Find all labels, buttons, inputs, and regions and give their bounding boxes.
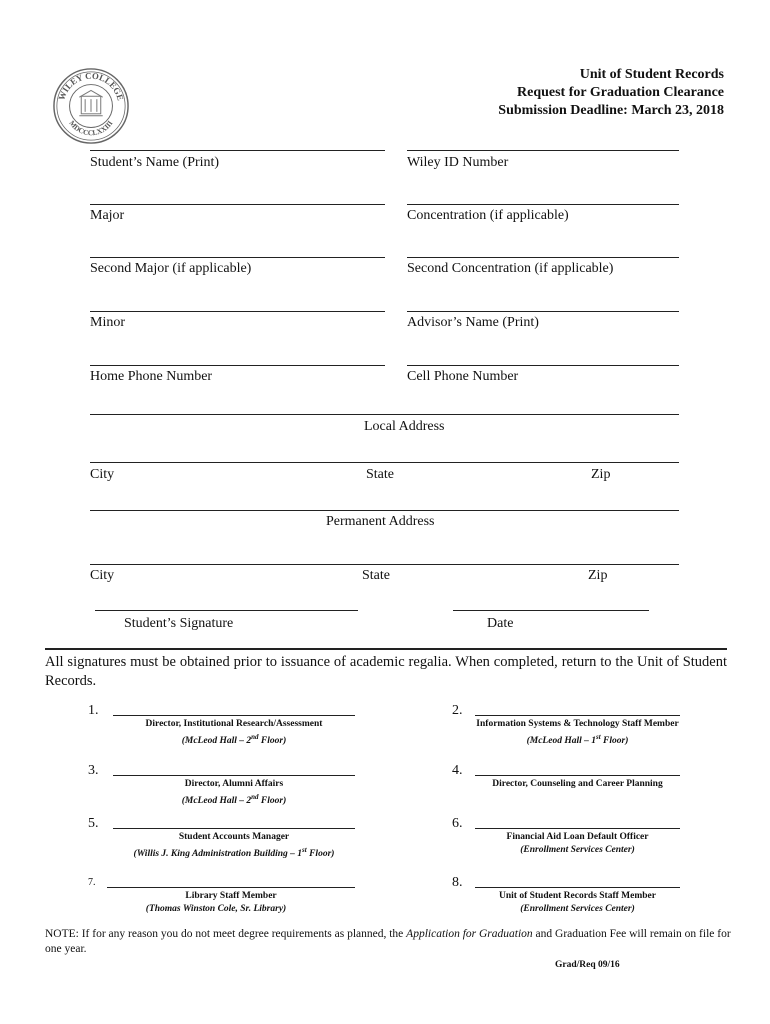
header-subtitle: Request for Graduation Clearance: [517, 85, 724, 100]
signatory-number: 1.: [88, 703, 99, 718]
signatory-number: 3.: [88, 763, 99, 778]
advisor-name-field[interactable]: [407, 311, 679, 312]
permanent-state-label: State: [362, 568, 390, 583]
form-code: Grad/Req 09/16: [555, 960, 620, 970]
second-concentration-label: Second Concentration (if applicable): [407, 261, 614, 276]
svg-text:WILEY COLLEGE: WILEY COLLEGE: [56, 70, 126, 102]
signatory-role: Library Staff Member: [185, 891, 277, 901]
date-label: Date: [487, 616, 514, 631]
signature-line-2[interactable]: [475, 715, 680, 716]
local-zip-label: Zip: [591, 467, 611, 482]
signatory-number: 6.: [452, 816, 463, 831]
section-divider: [45, 648, 727, 650]
signatory-role: Information Systems & Technology Staff Member: [476, 719, 679, 729]
signatory-location: (McLeod Hall – 2nd Floor): [181, 793, 287, 807]
major-field[interactable]: [90, 204, 385, 205]
major-label: Major: [90, 208, 125, 223]
wiley-id-field[interactable]: [407, 150, 679, 151]
signatory-role: Financial Aid Loan Default Officer: [506, 832, 649, 842]
cell-phone-label: Cell Phone Number: [407, 369, 519, 384]
local-address-field[interactable]: [90, 414, 679, 415]
signatory-role: Director, Institutional Research/Assessment: [145, 719, 323, 729]
signatory-role: Director, Alumni Affairs: [184, 779, 284, 789]
second-major-field[interactable]: [90, 257, 385, 258]
signatory-number: 5.: [88, 816, 99, 831]
student-signature-label: Student’s Signature: [124, 616, 234, 631]
student-signature-field[interactable]: [95, 610, 358, 611]
signatory-location: (Thomas Winston Cole, Sr. Library): [145, 904, 287, 914]
local-address-label: Local Address: [364, 419, 445, 434]
signature-line-5[interactable]: [113, 828, 355, 829]
instructions-text: All signatures must be obtained prior to issuance of academic regalia. When completed, return to the Unit of Student Records.: [45, 654, 727, 689]
permanent-zip-label: Zip: [588, 568, 608, 583]
signatory-role: Director, Counseling and Career Planning: [492, 779, 663, 789]
signatory-location: (Enrollment Services Center): [520, 904, 635, 914]
submission-deadline: Submission Deadline: March 23, 2018: [498, 103, 724, 118]
student-name-label: Student’s Name (Print): [90, 155, 220, 170]
concentration-field[interactable]: [407, 204, 679, 205]
second-concentration-field[interactable]: [407, 257, 679, 258]
permanent-city-label: City: [90, 568, 115, 583]
minor-field[interactable]: [90, 311, 385, 312]
student-name-field[interactable]: [90, 150, 385, 151]
minor-label: Minor: [90, 315, 125, 330]
signature-line-7[interactable]: [107, 887, 355, 888]
permanent-city-state-zip-field[interactable]: [90, 564, 679, 565]
advisor-name-label: Advisor’s Name (Print): [407, 315, 539, 330]
signatory-number: 7.: [88, 877, 96, 888]
signatory-location: (McLeod Hall – 1st Floor): [526, 733, 629, 747]
signatory-number: 8.: [452, 875, 463, 890]
wiley-id-label: Wiley ID Number: [407, 155, 509, 170]
signature-line-8[interactable]: [475, 887, 680, 888]
cell-phone-field[interactable]: [407, 365, 679, 366]
local-city-state-zip-field[interactable]: [90, 462, 679, 463]
signatory-number: 2.: [452, 703, 463, 718]
concentration-label: Concentration (if applicable): [407, 208, 569, 223]
date-field[interactable]: [453, 610, 649, 611]
signature-line-6[interactable]: [475, 828, 680, 829]
college-seal-logo: [52, 67, 130, 145]
home-phone-label: Home Phone Number: [90, 369, 213, 384]
signatory-location: (McLeod Hall – 2nd Floor): [181, 733, 287, 747]
signature-line-4[interactable]: [475, 775, 680, 776]
local-state-label: State: [366, 467, 394, 482]
signatory-location: (Enrollment Services Center): [520, 845, 635, 855]
local-city-label: City: [90, 467, 115, 482]
signature-line-1[interactable]: [113, 715, 355, 716]
signatory-role: Student Accounts Manager: [178, 832, 290, 842]
permanent-address-label: Permanent Address: [326, 514, 435, 529]
second-major-label: Second Major (if applicable): [90, 261, 252, 276]
home-phone-field[interactable]: [90, 365, 385, 366]
signature-line-3[interactable]: [113, 775, 355, 776]
svg-text:MDCCCLXXIII: MDCCCLXXIII: [67, 118, 115, 138]
signatory-role: Unit of Student Records Staff Member: [499, 891, 656, 901]
permanent-address-field[interactable]: [90, 510, 679, 511]
header-title: Unit of Student Records: [579, 67, 724, 82]
signatory-number: 4.: [452, 763, 463, 778]
signatory-location: (Willis J. King Administration Building – 1st Floor): [133, 846, 335, 860]
graduation-note: NOTE: If for any reason you do not meet degree requirements as planned, the Application for Graduation and Graduation Fee will remain on file for one year.: [45, 928, 731, 955]
